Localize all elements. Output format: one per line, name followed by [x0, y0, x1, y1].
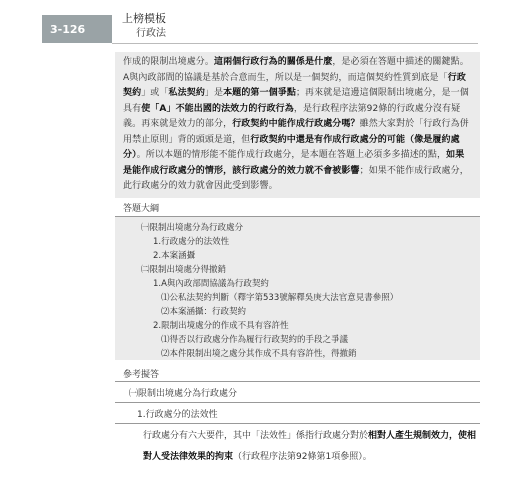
text-run: 。所以本題的情形能不能作成行政處分，是本題在答題上必須多多描述的點， [136, 150, 447, 160]
book-subtitle: 行政法 [136, 28, 166, 39]
text-run: （行政程序法第92條第1項參照）。 [233, 452, 372, 462]
outline-label: 答題大綱 [115, 198, 480, 217]
bold-text: 私法契約 [168, 88, 205, 98]
bold-text: 行政契約中能作成行政處分嗎？ [232, 119, 360, 129]
intro-paragraph [115, 52, 480, 198]
outline-item: ⑵本件限制出境之處分其作成不具有容許性，得撤銷 [161, 349, 357, 359]
outline-item: ㈠限制出境處分為行政處分 [141, 223, 244, 233]
reference-label: 參考擬答 [115, 360, 480, 382]
text-run: 作成的限制出境處分。 [123, 57, 215, 67]
bold-text: 本題的第一個爭點 [223, 88, 296, 98]
page-content [115, 52, 480, 468]
outline-item: ㈡限制出境處分得撤銷 [141, 265, 227, 275]
outline-item: ⑴得否以行政處分作為履行行政契約的手段之爭議 [161, 335, 349, 345]
text-run: ，是必須在答題中描述的關鍵點。A與內政部間的協議是基於合意而生，所以是一個契約，而這個契約性質到底是「 [123, 57, 469, 83]
bold-text: 如果是能作成行政處分的情形，該行政處分的效力就不會被影響 [123, 150, 465, 176]
text-run: ，是行政程序法第92條的行政處分沒有疑義。再來就是效力的部分， [123, 103, 461, 129]
outline-item: 2.限制出境處分的作成不具有容許性 [153, 321, 289, 331]
answer-heading-1: ㈠限制出境處分為行政處分 [115, 382, 480, 403]
text-run: 」是 [204, 88, 224, 98]
text-run: ；如果不能作成行政處分，此行政處分的效力就會因此受到影響。 [123, 165, 469, 191]
outline-item: ⑵本案涵攝：行政契約 [161, 307, 247, 317]
bold-text: 使「A」不能出國的法效力的行政行為 [141, 103, 294, 114]
bold-text: 相對人產生規制效力，使相對人受法律效果的拘束 [143, 431, 477, 462]
text-run: ；再來就是這邊這個限制出境處分，是一個具有 [123, 88, 469, 114]
text-run: 行政處分有六大要件，其中「法效性」係指行政處分對於 [143, 431, 369, 441]
outline-item: 1.行政處分的法效性 [153, 237, 230, 247]
page-number-tab [42, 15, 112, 43]
book-title: 上榜模板 [122, 12, 166, 25]
outline-list [115, 217, 480, 360]
text-run: 」或「 [141, 88, 169, 98]
answer-heading-2: 1.行政處分的法效性 [115, 403, 480, 424]
bold-text: 行政契約 [123, 72, 466, 98]
bold-text: 行政契約中還是有作成行政處分的可能（像是履約處分） [123, 134, 460, 160]
bold-text: 這兩個行政行為的關係是什麼 [214, 57, 333, 67]
outline-item: ⑴公私法契約判斷（釋字第533號解釋吳庚大法官意見書參照） [161, 293, 399, 303]
header-divider [112, 43, 478, 44]
answer-body [115, 424, 480, 468]
page-number: 3-126 [50, 22, 86, 36]
text-run: 雖然大家對於「行政行為併用禁止原則」背的頭頭是道，但 [123, 119, 469, 145]
outline-item: 1.A與內政部間協議為行政契約 [153, 279, 269, 289]
outline-item: 2.本案涵攝 [153, 251, 196, 261]
